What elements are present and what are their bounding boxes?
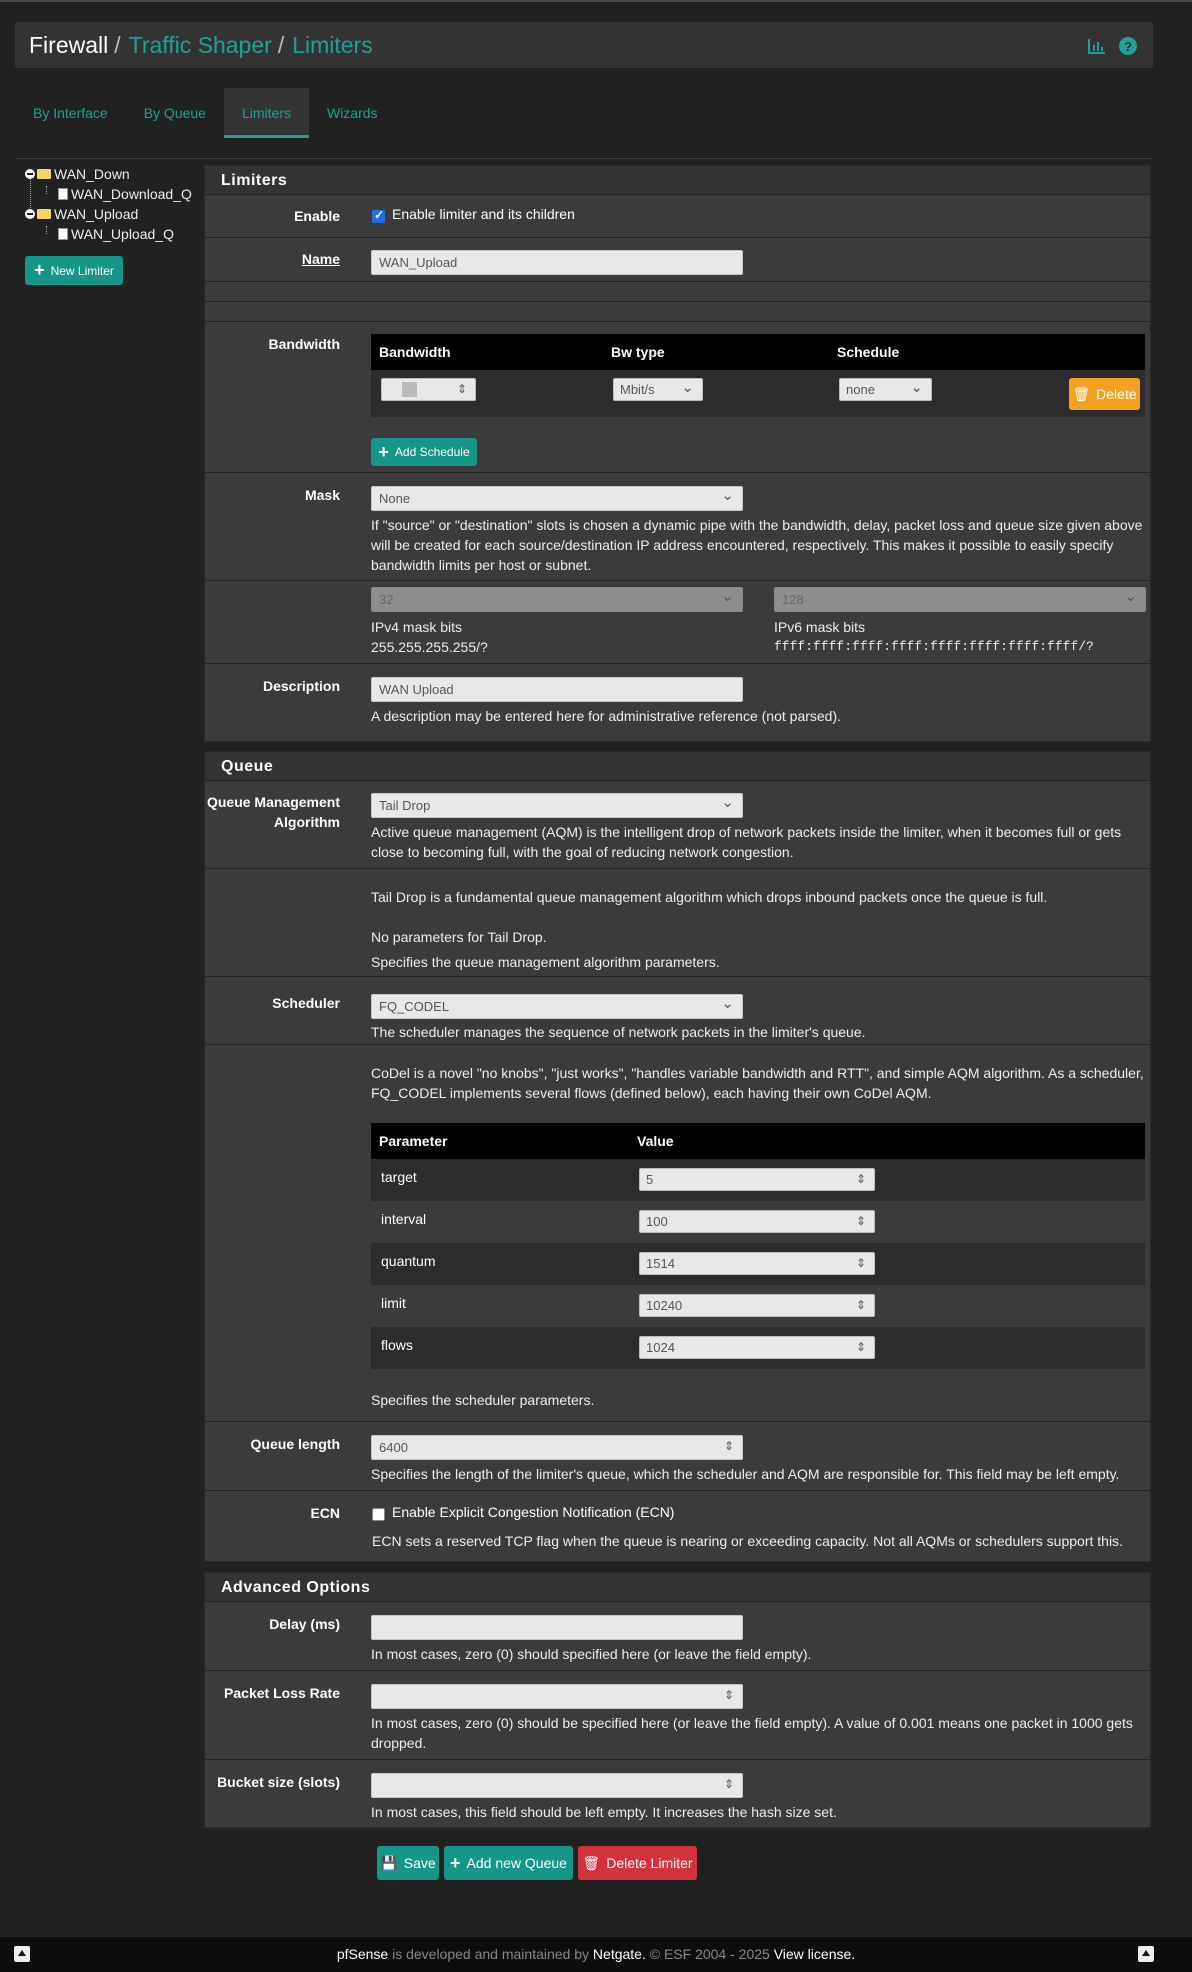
limiters-panel: [204, 165, 1151, 742]
trash-icon: 🗑: [1072, 385, 1091, 402]
scheduler-select[interactable]: FQ_CODEL ⌄: [371, 994, 743, 1019]
scheduler-params-help: Specifies the scheduler parameters.: [371, 1392, 595, 1408]
param-value-input[interactable]: 5 ⇕: [639, 1168, 875, 1191]
param-name: target: [381, 1169, 417, 1185]
ipv6-mask-bits-select[interactable]: 128 ⌄: [774, 587, 1146, 612]
plus-icon: +: [378, 441, 389, 462]
queue-panel: [204, 751, 1151, 1562]
param-value-input[interactable]: 100 ⇕: [639, 1210, 875, 1233]
scroll-up-left-icon[interactable]: [14, 1946, 30, 1962]
col-bw-type: Bw type: [611, 344, 665, 360]
spacer-row: [205, 281, 1150, 301]
tab-divider: [15, 158, 1153, 159]
file-icon: [58, 188, 68, 200]
breadcrumb-separator: /: [114, 31, 121, 58]
enable-row: [205, 194, 1150, 237]
ecn-help: ECN sets a reserved TCP flag when the queue is nearing or exceeding capacity. Not all AQMs or schedulers support this.: [372, 1533, 1123, 1549]
scheduler-help: The scheduler manages the sequence of network packets in the limiter's queue.: [371, 1024, 866, 1040]
enable-checkbox-label[interactable]: Enable limiter and its children: [392, 206, 575, 222]
tab-by-queue[interactable]: By Queue: [143, 105, 206, 121]
delete-limiter-button[interactable]: 🗑 Delete Limiter: [578, 1846, 697, 1880]
bucket-size-input[interactable]: [371, 1773, 743, 1798]
packet-loss-help: In most cases, zero (0) should be specified here (or leave the field empty). A value of 0.001 means one packet in 1000 gets dropped.: [371, 1715, 1133, 1751]
bandwidth-table-header: [371, 334, 1145, 370]
param-name: interval: [381, 1211, 427, 1227]
packet-loss-input[interactable]: [371, 1684, 743, 1709]
table-row: [371, 1243, 1145, 1285]
plus-icon: +: [34, 260, 45, 280]
folder-icon: [37, 169, 51, 179]
description-help: A description may be entered here for administrative reference (not parsed).: [371, 708, 842, 724]
mask-select[interactable]: None ⌄: [371, 486, 743, 511]
table-row: [371, 1327, 1145, 1369]
tree-node-wan-down[interactable]: WAN_Down: [25, 166, 130, 182]
param-name: limit: [381, 1295, 406, 1311]
param-name: flows: [381, 1337, 413, 1353]
bucket-size-label: Bucket size (slots): [217, 1774, 340, 1790]
ecn-row: [205, 1490, 1150, 1563]
delay-input[interactable]: [371, 1615, 743, 1640]
tab-wizards[interactable]: Wizards: [326, 105, 378, 121]
description-label: Description: [262, 678, 340, 694]
top-border: [0, 0, 1192, 2]
ecn-checkbox-label[interactable]: Enable Explicit Congestion Notification (ECN): [392, 1504, 675, 1520]
name-row: [205, 237, 1150, 281]
delay-row: [205, 1601, 1150, 1670]
qma-row: [205, 780, 1150, 868]
qma-params-row: [205, 868, 1150, 976]
queue-length-input[interactable]: 6400 ⇕: [371, 1435, 743, 1460]
tab-by-interface[interactable]: By Interface: [33, 105, 108, 121]
qma-help: Active queue management (AQM) is the intelligent drop of network packets inside the limiter, when it becomes full or gets close to becoming full, with the goal of reducing network congestion.: [371, 824, 1122, 860]
footer-brand: pfSense: [336, 1946, 389, 1962]
new-limiter-button[interactable]: + New Limiter: [25, 256, 123, 285]
param-table-header: [371, 1123, 1145, 1159]
add-schedule-button[interactable]: + Add Schedule: [371, 438, 477, 466]
page-header: [15, 22, 1153, 68]
name-label: Name: [301, 251, 340, 267]
tail-drop-help: Tail Drop is a fundamental queue management algorithm which drops inbound packets once the queue is full.: [371, 889, 1048, 905]
param-value-input[interactable]: 10240 ⇕: [639, 1294, 875, 1317]
bandwidth-input[interactable]: [381, 378, 476, 401]
footer: [0, 1937, 1192, 1972]
description-row: [205, 663, 1150, 743]
bw-type-select[interactable]: Mbit/s ⌄: [613, 378, 703, 401]
delay-label: Delay (ms): [269, 1616, 340, 1632]
bandwidth-value-box: [402, 382, 417, 397]
mask-bits-row: [205, 580, 1150, 663]
tree-line: [46, 226, 47, 234]
qma-label: Queue Management Algorithm: [206, 794, 340, 830]
bucket-size-help: In most cases, this field should be left empty. It increases the hash size set.: [371, 1804, 837, 1820]
mask-label: Mask: [304, 487, 340, 503]
bandwidth-table: [371, 334, 1145, 417]
footer-text: is developed and maintained by: [388, 1946, 593, 1962]
collapse-icon[interactable]: [25, 209, 35, 219]
mask-row: [205, 472, 1150, 580]
name-input[interactable]: WAN_Upload: [371, 250, 743, 275]
bandwidth-label: Bandwidth: [268, 336, 340, 352]
ipv6-mask-value: ffff:ffff:ffff:ffff:ffff:ffff:ffff:ffff/?: [774, 639, 1094, 654]
mask-help: If "source" or "destination" slots is chosen a dynamic pipe with the bandwidth, delay, packet loss and queue size given above will be created for each source/destination IP address encountered, respectively. This makes it possible to easily specify bandwidth limits per host or subnet.: [371, 517, 1143, 573]
tree-line: [46, 186, 47, 194]
panel-title: Queue: [205, 752, 1150, 780]
plus-icon: +: [450, 1852, 461, 1873]
tab-limiters[interactable]: Limiters: [224, 88, 309, 138]
table-row: [371, 1159, 1145, 1201]
queue-length-row: [205, 1421, 1150, 1490]
svg-text:?: ?: [1124, 39, 1132, 54]
breadcrumb-firewall: Firewall: [29, 31, 109, 58]
netgate-link[interactable]: Netgate.: [592, 1946, 646, 1962]
file-icon: [58, 228, 68, 240]
delay-help: In most cases, zero (0) should specified here (or leave the field empty).: [371, 1646, 812, 1662]
packet-loss-label: Packet Loss Rate: [224, 1685, 340, 1701]
spacer-row: [205, 301, 1150, 321]
table-row: [371, 1285, 1145, 1327]
queue-length-help: Specifies the length of the limiter's queue, which the scheduler and AQM are responsible for. This field may be left empty.: [371, 1466, 1120, 1482]
breadcrumb-limiters[interactable]: Limiters: [292, 31, 373, 58]
codel-help: CoDel is a novel "no knobs", "just works", "handles variable bandwidth and RTT", and simple AQM algorithm. As a scheduler, FQ_CODEL implements several flows (defined below), each having their own CoDel AQM.: [371, 1065, 1144, 1101]
bucket-size-row: [205, 1759, 1150, 1829]
queue-length-label: Queue length: [250, 1436, 340, 1452]
param-table: [371, 1123, 1145, 1369]
tree-node-wan-upload-q[interactable]: WAN_Upload_Q: [58, 226, 174, 242]
no-params-text: No parameters for Tail Drop.: [371, 929, 547, 945]
tab-bar: [15, 88, 396, 138]
param-value-input[interactable]: 1024 ⇕: [639, 1336, 875, 1359]
col-schedule: Schedule: [837, 344, 900, 360]
footer-copyright: © ESF 2004 - 2025: [645, 1946, 774, 1962]
panel-title: Advanced Options: [205, 1573, 1150, 1601]
col-value: Value: [637, 1133, 674, 1149]
save-icon: 💾: [380, 1854, 398, 1871]
schedule-select[interactable]: none ⌄: [839, 378, 932, 401]
ipv6-mask-label: IPv6 mask bits: [774, 619, 866, 635]
enable-label: Enable: [294, 208, 340, 224]
view-license-link[interactable]: View license.: [773, 1946, 856, 1962]
scheduler-label: Scheduler: [272, 995, 340, 1011]
qma-select[interactable]: Tail Drop ⌄: [371, 793, 743, 818]
add-new-queue-button[interactable]: + Add new Queue: [444, 1846, 573, 1880]
advanced-panel: [204, 1572, 1151, 1828]
enable-checkbox[interactable]: [372, 210, 385, 223]
ipv4-mask-label: IPv4 mask bits: [371, 619, 463, 635]
bandwidth-row: [205, 321, 1150, 472]
ipv4-mask-bits-select[interactable]: 32 ⌄: [371, 587, 743, 612]
ipv4-mask-value: 255.255.255.255/?: [371, 639, 488, 655]
folder-icon: [37, 209, 51, 219]
scroll-up-right-icon[interactable]: [1138, 1946, 1154, 1962]
delete-bandwidth-button[interactable]: 🗑 Delete: [1069, 378, 1140, 410]
scheduler-row: [205, 976, 1150, 1044]
collapse-icon[interactable]: [25, 169, 35, 179]
save-button[interactable]: 💾 Save: [377, 1846, 439, 1880]
qma-params-help: Specifies the queue management algorithm parameters.: [371, 954, 720, 970]
col-parameter: Parameter: [379, 1133, 448, 1149]
scheduler-params-row: [205, 1044, 1150, 1421]
chart-icon[interactable]: [1088, 38, 1106, 54]
panel-title: Limiters: [205, 166, 1150, 194]
col-bandwidth: Bandwidth: [379, 344, 451, 360]
breadcrumb-separator: /: [277, 31, 285, 58]
param-name: quantum: [381, 1253, 436, 1269]
tree-node-wan-upload[interactable]: WAN_Upload: [25, 206, 138, 222]
table-row: [371, 1201, 1145, 1243]
help-icon[interactable]: [1118, 36, 1138, 56]
param-value-input[interactable]: 1514 ⇕: [639, 1252, 875, 1275]
ecn-label: ECN: [310, 1505, 340, 1521]
trash-icon: 🗑: [582, 1854, 601, 1871]
tree-node-wan-download-q[interactable]: WAN_Download_Q: [58, 186, 192, 202]
breadcrumb-traffic-shaper[interactable]: Traffic Shaper: [128, 31, 272, 58]
description-input[interactable]: WAN Upload: [371, 677, 743, 702]
packet-loss-row: [205, 1670, 1150, 1759]
ecn-checkbox[interactable]: [372, 1508, 385, 1521]
